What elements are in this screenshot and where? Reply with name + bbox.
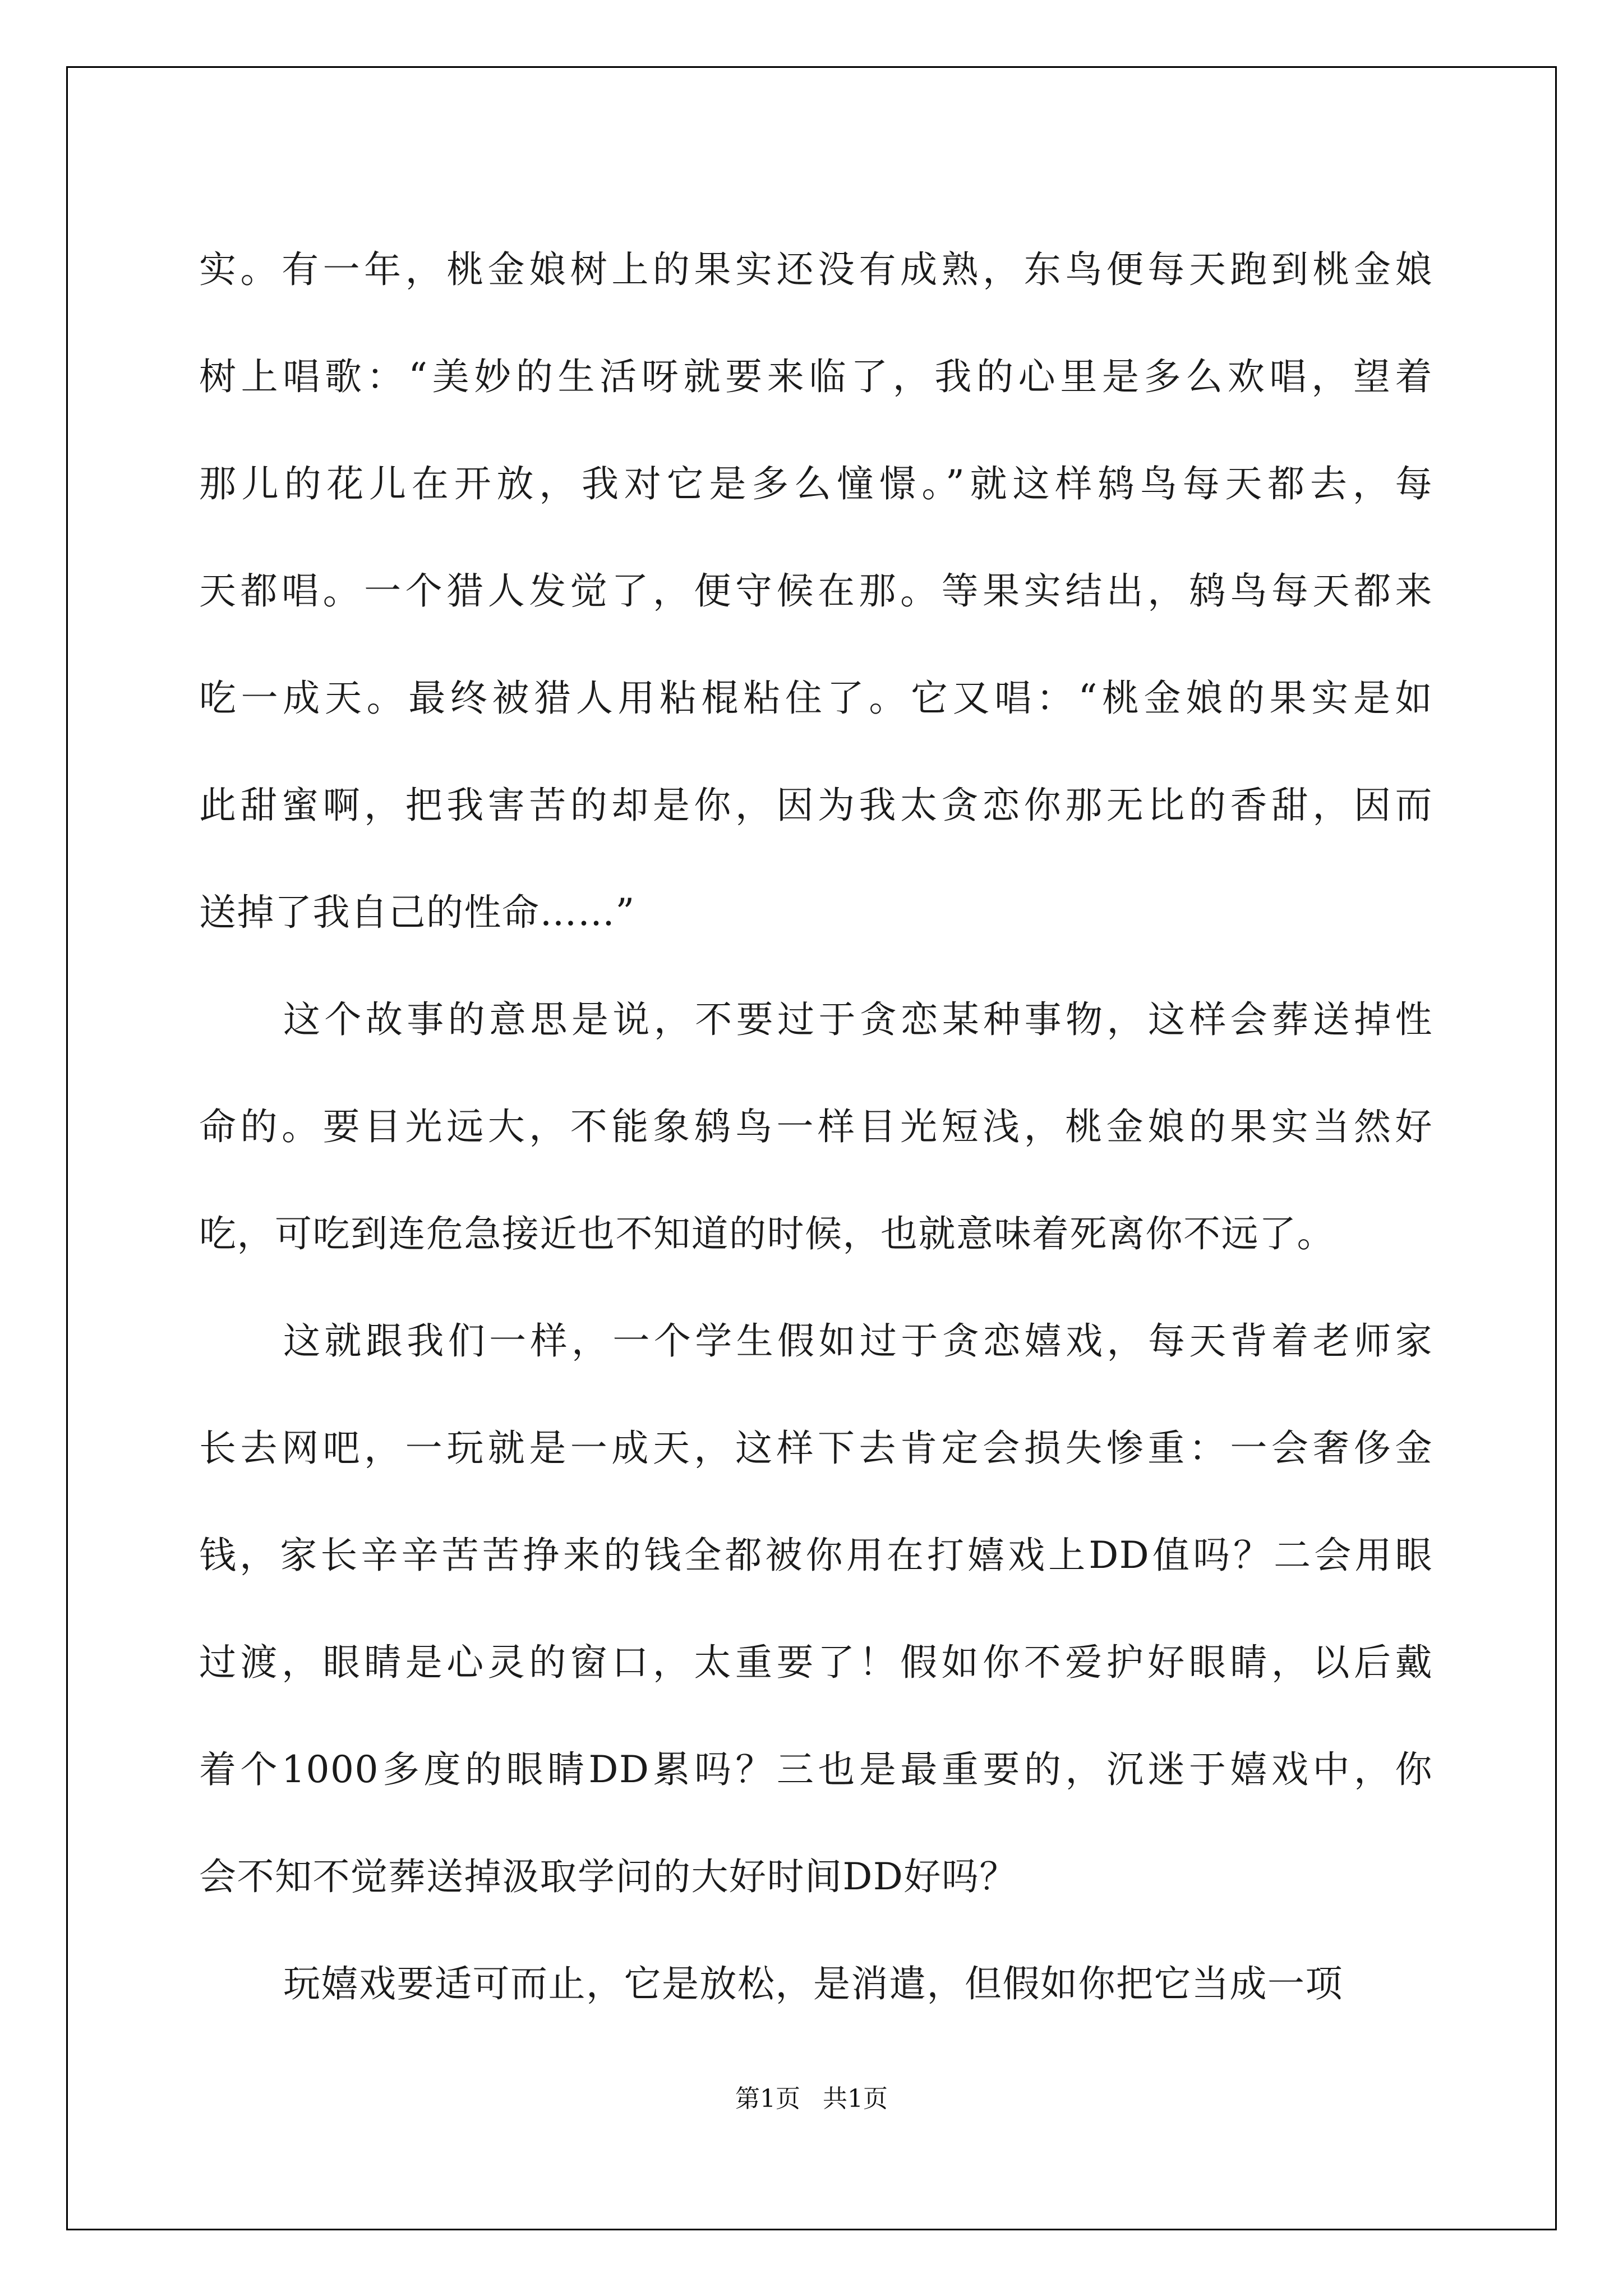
text-line: 着个1000多度的眼睛DD累吗？三也是最重要的，沉迷于嬉戏中，你 [199,1748,1433,1791]
text-line: 实。有一年，桃金娘树上的果实还没有成熟，东鸟便每天跑到桃金娘 [199,248,1433,291]
text-line: 送掉了我自己的性命……” [199,891,635,934]
text-line: 吃，可吃到连危急接近也不知道的时候，也就意味着死离你不远了。 [199,1212,1335,1255]
text-line: 会不知不觉葬送掉汲取学问的大好时间DD好吗？ [199,1855,1017,1898]
text-line: 过渡，眼睛是心灵的窗口，太重要了！假如你不爱护好眼睛，以后戴 [199,1641,1433,1684]
document-body [199,216,1433,2037]
text-line: 长去网吧，一玩就是一成天，这样下去肯定会损失惨重：一会奢侈金 [199,1427,1433,1470]
page-total: 共1页 [823,2085,888,2113]
text-line: 那儿的花儿在开放，我对它是多么憧憬。”就这样鸫鸟每天都去，每 [199,462,1433,505]
text-line: 命的。要目光远大，不能象鸫鸟一样目光短浅，桃金娘的果实当然好 [199,1105,1433,1148]
paragraph [199,966,1433,1287]
paragraph [199,1287,1433,1930]
text-line: 此甜蜜啊，把我害苦的却是你，因为我太贪恋你那无比的香甜，因而 [199,784,1433,827]
text-line: 天都唱。一个猎人发觉了，便守候在那。等果实结出，鸫鸟每天都来 [199,569,1433,613]
text-line: 这就跟我们一样，一个学生假如过于贪恋嬉戏，每天背着老师家 [283,1319,1433,1363]
text-line: 钱，家长辛辛苦苦挣来的钱全都被你用在打嬉戏上DD值吗？二会用眼 [199,1534,1433,1577]
paragraph [199,216,1433,966]
text-line: 吃一成天。最终被猎人用粘棍粘住了。它又唱：“桃金娘的果实是如 [199,677,1433,720]
page-footer [0,2082,1623,2116]
text-line: 玩嬉戏要适可而止，它是放松，是消遣，但假如你把它当成一项 [283,1962,1343,2005]
text-line: 树上唱歌：“美妙的生活呀就要来临了，我的心里是多么欢唱，望着 [199,355,1433,398]
page-number: 第1页 [735,2085,800,2113]
paragraph [199,1930,1433,2037]
text-line: 这个故事的意思是说，不要过于贪恋某种事物，这样会葬送掉性 [283,998,1433,1041]
